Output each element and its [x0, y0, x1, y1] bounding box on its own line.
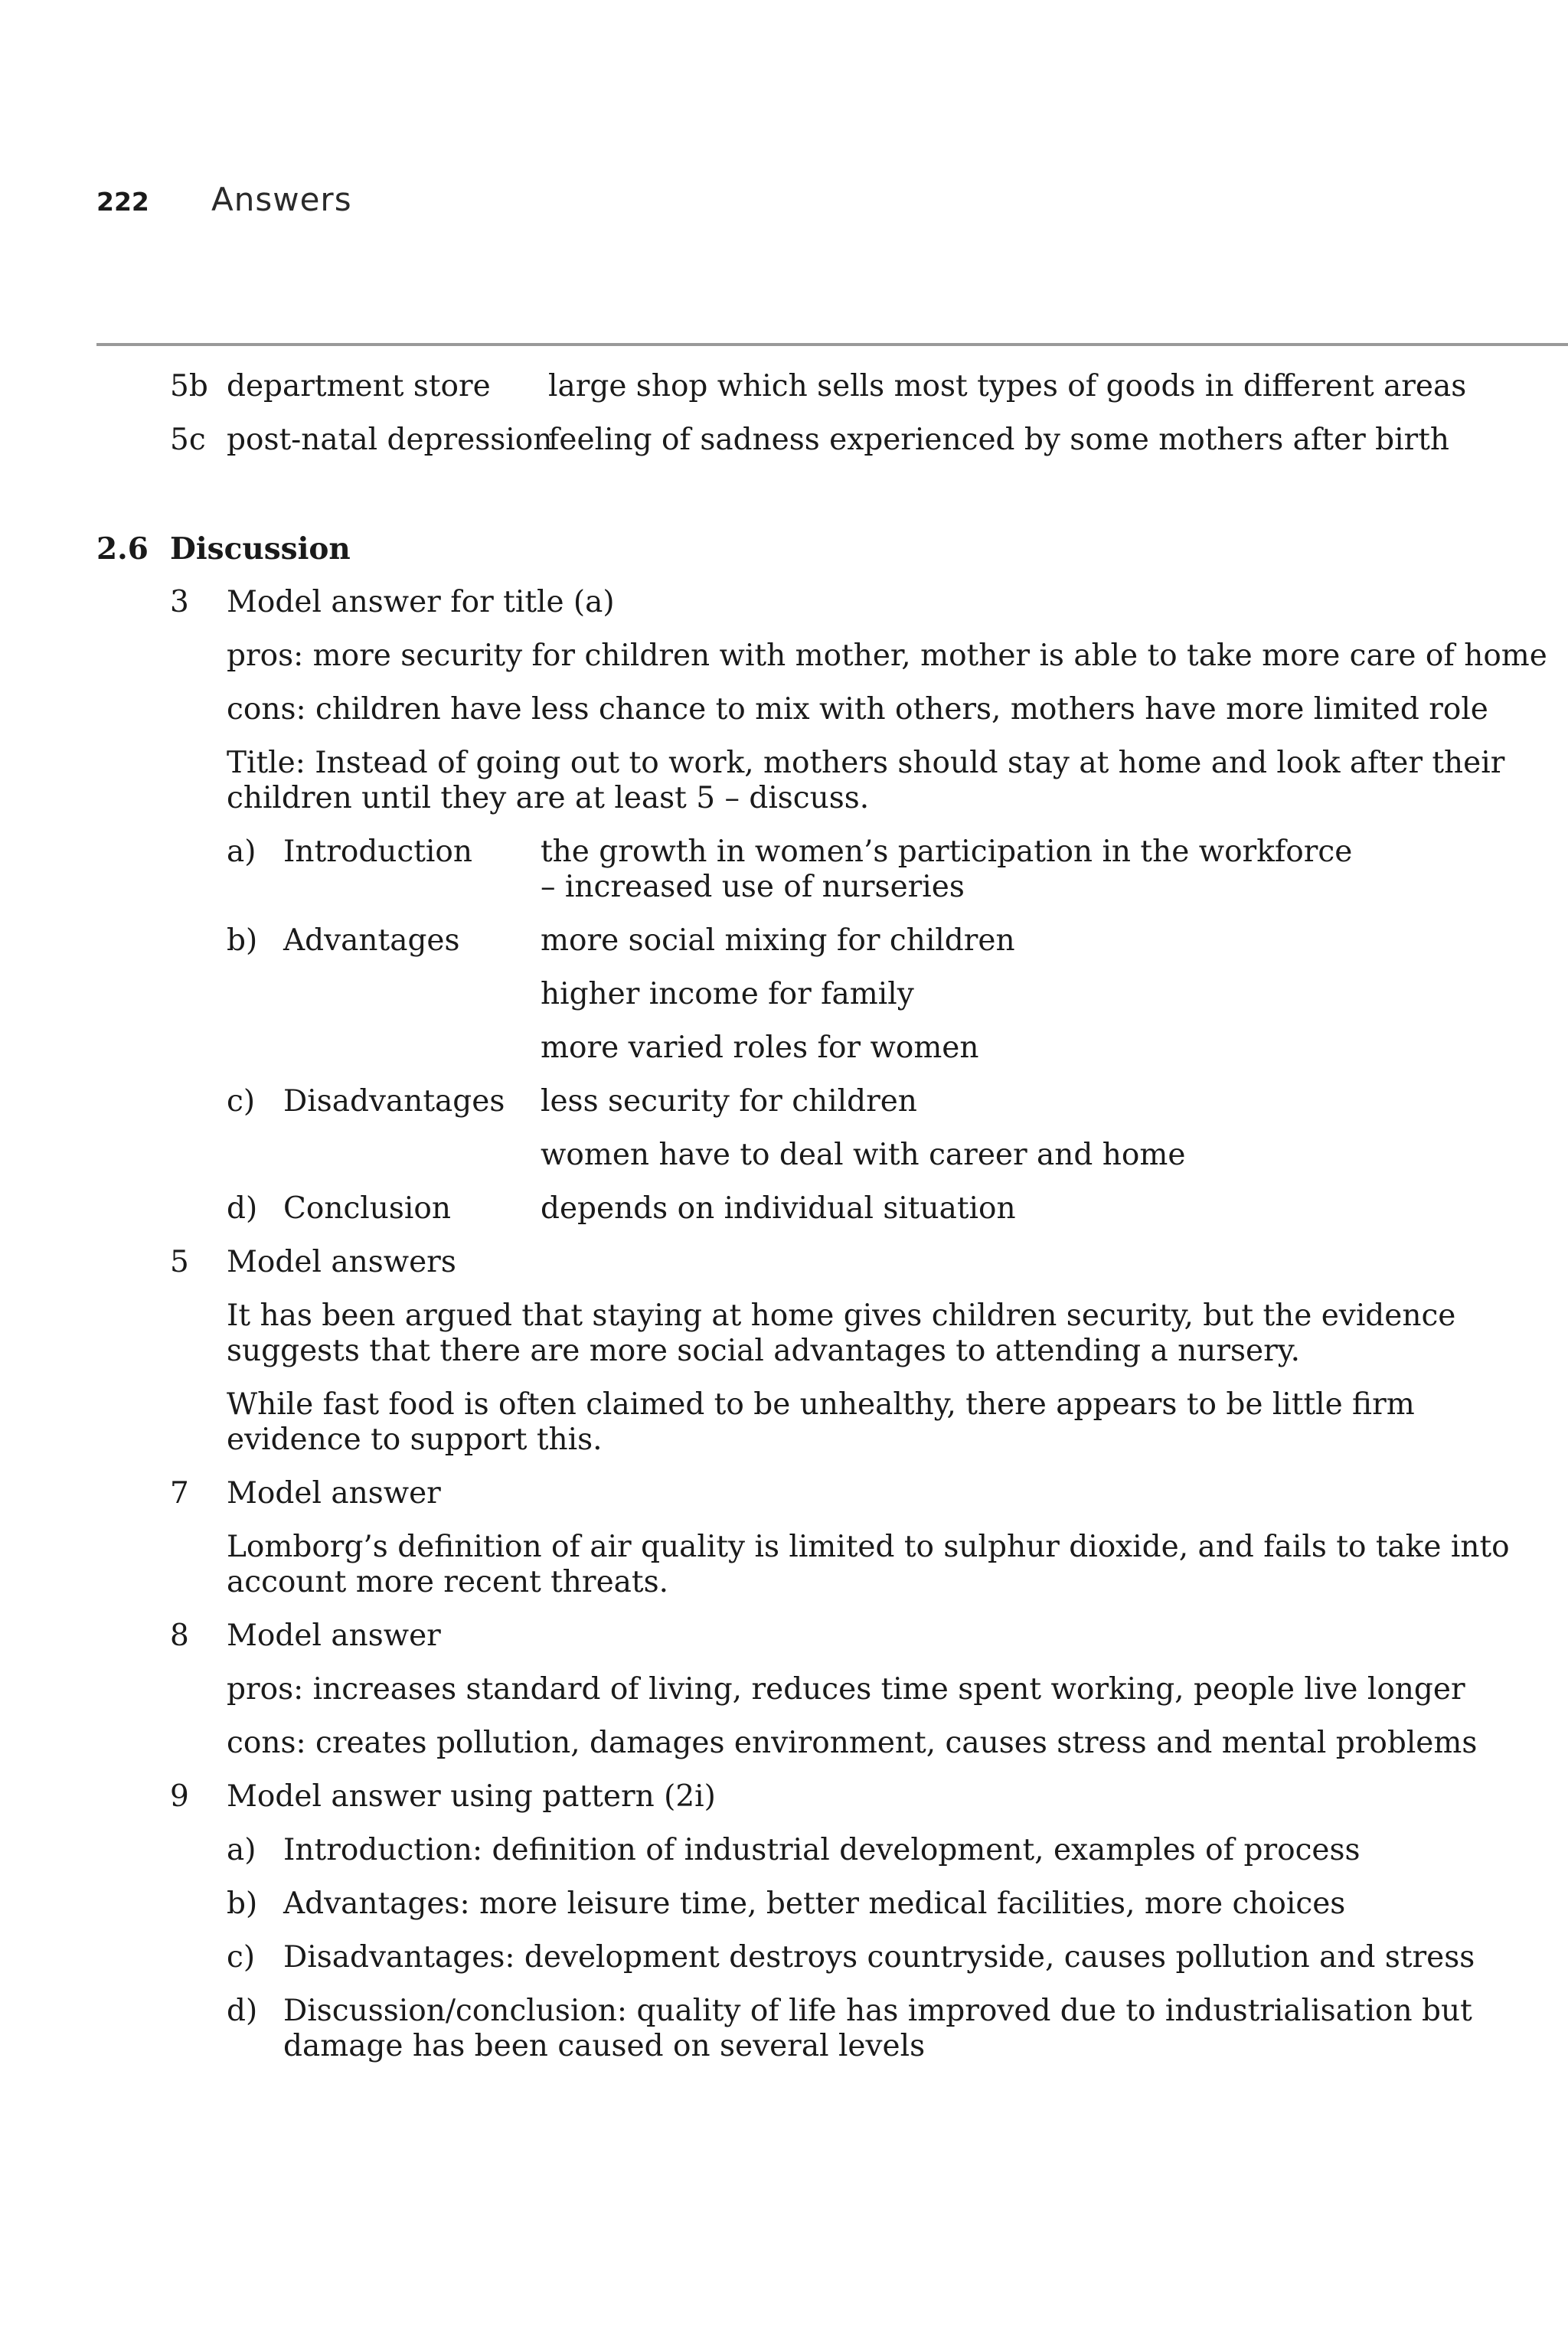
question-label: Model answer [227, 1619, 441, 1653]
outline-letter: b) [227, 923, 258, 958]
question-number: 3 [170, 585, 189, 619]
model-answer-line: account more recent threats. [227, 1565, 668, 1599]
outline-point: Discussion/conclusion: quality of life has improved due to industrialisation but [283, 1994, 1472, 2028]
essay-title-line: children until they are at least 5 – discuss. [227, 781, 870, 815]
outline-heading: Advantages [283, 923, 460, 958]
question-number: 5 [170, 1245, 189, 1279]
question-label: Model answer for title (a) [227, 585, 615, 619]
question-number: 8 [170, 1619, 189, 1653]
model-answer-line: suggests that there are more social advantages to attending a nursery. [227, 1334, 1301, 1368]
pros-text: pros: more security for children with mother, mother is able to take more care of home [227, 639, 1547, 673]
glossary-definition: feeling of sadness experienced by some mothers after birth [548, 423, 1449, 457]
outline-letter: c) [227, 1940, 256, 1975]
outline-letter: b) [227, 1886, 258, 1921]
outline-letter: d) [227, 1191, 258, 1226]
model-answer-line: Lomborg’s definition of air quality is limited to sulphur dioxide, and fails to take into [227, 1530, 1510, 1564]
outline-point: more social mixing for children [541, 923, 1015, 958]
cons-text: cons: children have less chance to mix with others, mothers have more limited role [227, 692, 1488, 727]
question-label: Model answers [227, 1245, 456, 1279]
outline-point: women have to deal with career and home [541, 1138, 1186, 1172]
outline-letter: d) [227, 1994, 258, 2028]
pros-text: pros: increases standard of living, reduces time spent working, people live longer [227, 1672, 1465, 1707]
glossary-definition: large shop which sells most types of goods in different areas [548, 369, 1467, 403]
outline-point: less security for children [541, 1084, 917, 1119]
outline-point: the growth in women’s participation in the workforce [541, 835, 1353, 869]
outline-heading: Conclusion [283, 1191, 451, 1226]
glossary-num: 5b [170, 369, 208, 403]
outline-point: damage has been caused on several levels [283, 2029, 926, 2063]
header-rule [96, 343, 1568, 346]
outline-point: Disadvantages: development destroys countryside, causes pollution and stress [283, 1940, 1475, 1975]
page-number: 222 [96, 187, 149, 217]
essay-title-line: Title: Instead of going out to work, mothers should stay at home and look after their [227, 746, 1505, 780]
glossary-term: department store [227, 369, 491, 403]
running-header [96, 181, 352, 218]
outline-letter: a) [227, 1833, 256, 1867]
glossary-term: post-natal depression [227, 423, 553, 457]
outline-heading: Introduction [283, 835, 472, 869]
model-answer-line: While fast food is often claimed to be unhealthy, there appears to be little firm [227, 1387, 1415, 1422]
section-title: Discussion [170, 531, 351, 567]
model-answer-line: It has been argued that staying at home gives children security, but the evidence [227, 1298, 1456, 1333]
outline-point: more varied roles for women [541, 1031, 979, 1065]
question-number: 9 [170, 1779, 189, 1814]
question-label: Model answer using pattern (2i) [227, 1779, 716, 1814]
question-label: Model answer [227, 1476, 441, 1511]
section-number: 2.6 [96, 531, 149, 567]
cons-text: cons: creates pollution, damages environment, causes stress and mental problems [227, 1726, 1478, 1760]
outline-heading: Disadvantages [283, 1084, 505, 1119]
outline-point: Advantages: more leisure time, better medical facilities, more choices [283, 1886, 1346, 1921]
running-title: Answers [211, 181, 352, 218]
outline-letter: c) [227, 1084, 256, 1119]
outline-point: Introduction: definition of industrial development, examples of process [283, 1833, 1361, 1867]
outline-point: higher income for family [541, 977, 914, 1011]
outline-point: – increased use of nurseries [541, 870, 965, 904]
outline-point: depends on individual situation [541, 1191, 1016, 1226]
outline-letter: a) [227, 835, 256, 869]
glossary-num: 5c [170, 423, 206, 457]
model-answer-line: evidence to support this. [227, 1423, 603, 1457]
question-number: 7 [170, 1476, 189, 1511]
